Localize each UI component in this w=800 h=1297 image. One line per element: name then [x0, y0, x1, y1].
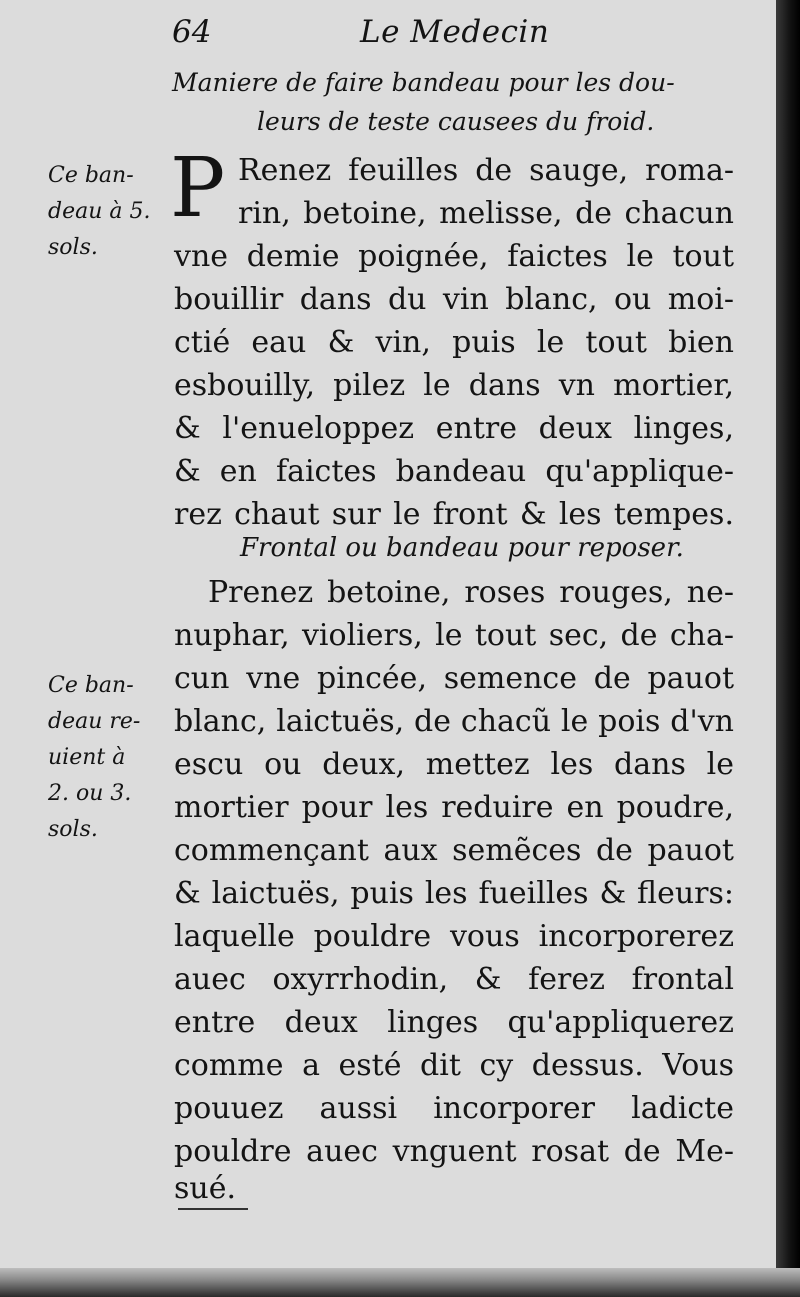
- text-line: pouuez aussi incorporer ladicte: [174, 1091, 734, 1126]
- margin-note-2-line: uient à: [48, 745, 126, 770]
- margin-note-2-line: Ce ban-: [48, 673, 134, 698]
- text-line: bouillir dans du vin blanc, ou moi-: [174, 282, 734, 317]
- text-line: esbouilly, pilez le dans vn mortier,: [174, 368, 734, 403]
- margin-note-2-line: 2. ou 3.: [48, 781, 132, 806]
- margin-note-2-line: sols.: [48, 817, 98, 842]
- page-edge-shadow: [776, 0, 800, 1297]
- margin-note-2-line: deau re-: [48, 709, 141, 734]
- text-line: pouldre auec vnguent rosat de Me-: [174, 1134, 734, 1169]
- margin-note-1-line: Ce ban-: [48, 163, 134, 188]
- text-line: sué.: [174, 1171, 237, 1206]
- text-line: vne demie poignée, faictes le tout: [174, 239, 734, 274]
- text-line: laquelle pouldre vous incorporerez: [174, 919, 734, 954]
- text-line: & l'enueloppez entre deux linges,: [174, 411, 734, 446]
- text-line: Renez feuilles de sauge, roma-: [238, 153, 734, 188]
- text-line: & en faictes bandeau qu'applique-: [174, 454, 734, 489]
- section-title-line-2: leurs de teste causees du froid.: [257, 107, 655, 136]
- text-line: blanc, laictuës, de chacũ le pois d'vn: [174, 704, 734, 739]
- page-bottom-edge: [0, 1268, 800, 1297]
- text-line: rez chaut sur le front & les tempes.: [174, 497, 734, 532]
- text-line: commençant aux semẽces de pauot: [174, 833, 734, 868]
- text-line: & laictuës, puis les fueilles & fleurs:: [174, 876, 734, 911]
- margin-note-1-line: deau à 5.: [48, 199, 151, 224]
- text-line: ctié eau & vin, puis le tout bien: [174, 325, 734, 360]
- margin-note-1-line: sols.: [48, 235, 98, 260]
- text-line: comme a esté dit cy dessus. Vous: [174, 1048, 734, 1083]
- text-line: auec oxyrrhodin, & ferez frontal: [174, 962, 734, 997]
- page-number: 64: [172, 14, 212, 50]
- text-line: nuphar, violiers, le tout sec, de cha-: [174, 618, 734, 653]
- text-line: mortier pour les reduire en poudre,: [174, 790, 734, 825]
- section-subtitle: Frontal ou bandeau pour reposer.: [240, 533, 684, 563]
- text-line: entre deux linges qu'appliquerez: [174, 1005, 734, 1040]
- text-line: Prenez betoine, roses rouges, ne-: [208, 575, 734, 610]
- text-line: cun vne pincée, semence de pauot: [174, 661, 734, 696]
- running-title: Le Medecin: [360, 14, 550, 50]
- underline-rule: [178, 1208, 248, 1210]
- text-line: rin, betoine, melisse, de chacun: [238, 196, 734, 231]
- drop-cap: P: [170, 141, 226, 236]
- section-title-line-1: Maniere de faire bandeau pour les dou-: [172, 68, 675, 97]
- text-line: escu ou deux, mettez les dans le: [174, 747, 734, 782]
